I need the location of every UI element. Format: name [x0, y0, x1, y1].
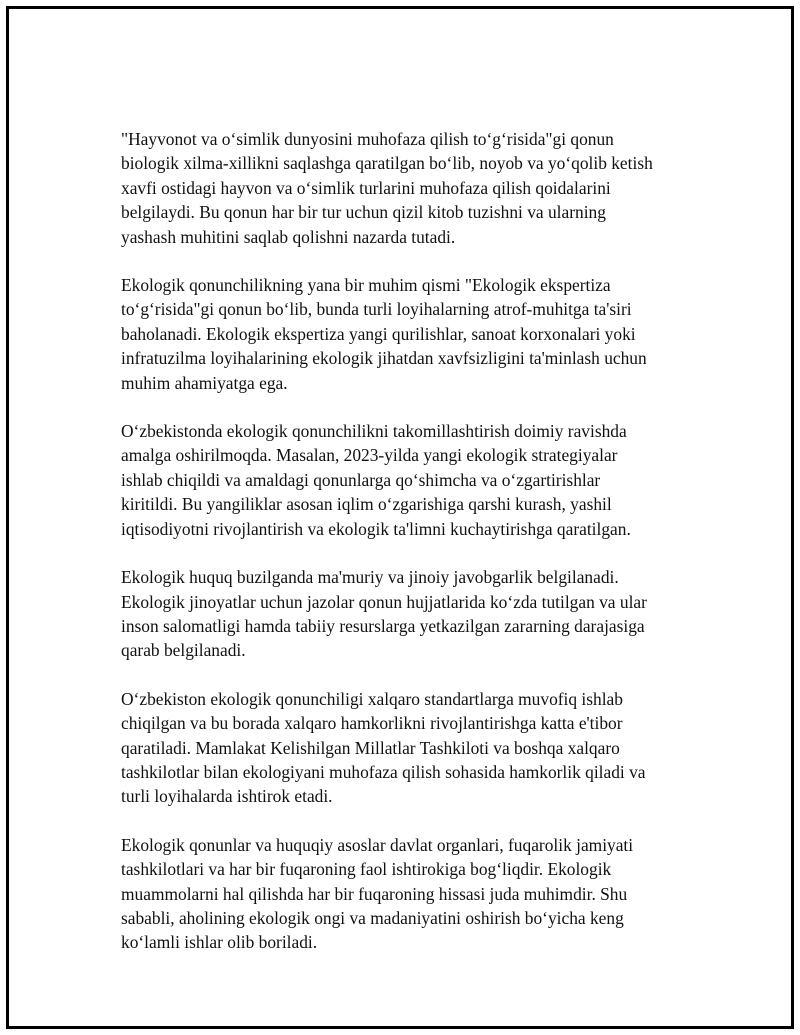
- text-line: koʻlamli ishlar olib boriladi.: [121, 932, 318, 953]
- document-body: [121, 127, 696, 979]
- paragraph-wildlife-law: [121, 127, 696, 249]
- page-frame: [6, 6, 794, 1029]
- text-line: tashkilotlari va har bir fuqaroning faol ishtirokiga bogʻliqdir. Ekologik: [121, 859, 612, 880]
- paragraph-liability: [121, 565, 696, 663]
- text-line: yashash muhitini saqlab qolishni nazarda tutadi.: [121, 226, 456, 247]
- text-line: Oʻzbekiston ekologik qonunchiligi xalqaro standartlarga muvofiq ishlab: [121, 688, 623, 709]
- text-line: "Hayvonot va oʻsimlik dunyosini muhofaza qilish toʻgʻrisida"gi qonun: [121, 129, 614, 149]
- paragraph-legislation-improvement: [121, 419, 696, 541]
- text-line: iqtisodiyotni rivojlantirish va ekologik ta'limni kuchaytirishga qaratilgan.: [121, 518, 631, 539]
- text-line: muammolarni hal qilishda har bir fuqaroning hissasi juda muhimdir. Shu: [121, 883, 628, 904]
- text-line: baholanadi. Ekologik ekspertiza yangi qurilishlar, sanoat korxonalari yoki: [121, 323, 636, 344]
- text-line: qarab belgilanadi.: [121, 640, 246, 661]
- text-line: tashkilotlar bilan ekologiyani muhofaza qilish sohasida hamkorlik qiladi va: [121, 761, 646, 782]
- text-line: Ekologik jinoyatlar uchun jazolar qonun hujjatlarida koʻzda tutilgan va ular: [121, 591, 647, 612]
- text-line: chiqilgan va bu borada xalqaro hamkorlikni rivojlantirishga katta e'tibor: [121, 713, 623, 734]
- text-line: Ekologik qonunlar va huquqiy asoslar davlat organlari, fuqarolik jamiyati: [121, 834, 634, 855]
- text-line: inson salomatligi hamda tabiiy resurslarga yetkazilgan zararning darajasiga: [121, 615, 645, 636]
- text-line: xavfi ostidagi hayvon va oʻsimlik turlarini muhofaza qilish qoidalarini: [121, 177, 611, 198]
- paragraph-international-cooperation: [121, 687, 696, 809]
- text-line: Oʻzbekistonda ekologik qonunchilikni takomillashtirish doimiy ravishda: [121, 421, 627, 442]
- text-line: muhim ahamiyatga ega.: [121, 372, 288, 393]
- text-line: sababli, aholining ekologik ongi va madaniyatini oshirish boʻyicha keng: [121, 907, 624, 928]
- text-line: belgilaydi. Bu qonun har bir tur uchun qizil kitob tuzishni va ularning: [121, 202, 606, 223]
- text-line: kiritildi. Bu yangiliklar asosan iqlim oʻzgarishiga qarshi kurash, yashil: [121, 494, 612, 515]
- text-line: Ekologik huquq buzilganda ma'muriy va jinoiy javobgarlik belgilanadi.: [121, 567, 619, 588]
- text-line: toʻgʻrisida"gi qonun boʻlib, bunda turli loyihalarning atrof-muhitga ta'siri: [121, 299, 632, 320]
- text-line: Ekologik qonunchilikning yana bir muhim qismi "Ekologik ekspertiza: [121, 275, 611, 296]
- paragraph-citizen-participation: [121, 833, 696, 955]
- text-line: biologik xilma-xillikni saqlashga qaratilgan boʻlib, noyob va yoʻqolib ketish: [121, 153, 653, 174]
- text-line: ishlab chiqildi va amaldagi qonunlarga qoʻshimcha va oʻzgartirishlar: [121, 469, 601, 490]
- text-line: turli loyihalarda ishtirok etadi.: [121, 786, 333, 807]
- paragraph-ecological-expertise: [121, 273, 696, 395]
- text-line: qaratiladi. Mamlakat Kelishilgan Millatlar Tashkiloti va boshqa xalqaro: [121, 737, 620, 758]
- text-line: amalga oshirilmoqda. Masalan, 2023-yilda yangi ekologik strategiyalar: [121, 445, 618, 466]
- text-line: infratuzilma loyihalarining ekologik jihatdan xavfsizligini ta'minlash uchun: [121, 348, 647, 369]
